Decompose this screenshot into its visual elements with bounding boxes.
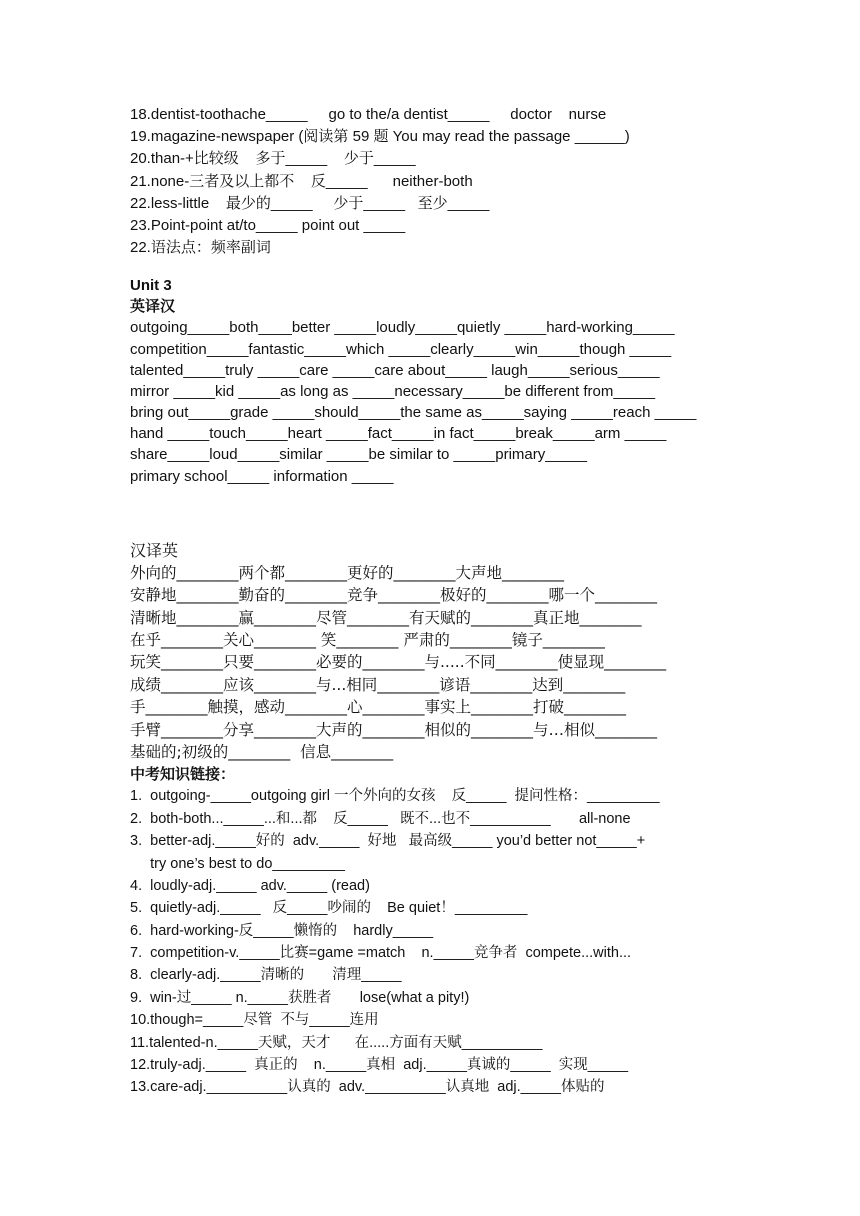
vocab-line: 玩笑________只要________必要的________与.....不同________使显现________ xyxy=(130,653,667,672)
list-item: 6. hard-working-反_____懒惰的 hardly_____ xyxy=(130,922,434,939)
list-item: 10.though=_____尽管 不与_____连用 xyxy=(130,1012,379,1029)
vocab-line: 基础的;初级的________ 信息________ xyxy=(130,742,394,761)
vocab-line: bring out_____grade _____should_____the same as_____saying _____reach _____ xyxy=(130,404,697,422)
list-item: 8. clearly-adj._____清晰的 清理_____ xyxy=(130,967,402,984)
section-heading-cn-en: 汉译英 xyxy=(130,540,179,560)
vocab-line: 安静地________勤奋的________竞争________极好的________哪一个________ xyxy=(130,586,658,605)
list-item: 1. outgoing-_____outgoing girl 一个外向的女孩 反_____ 提问性格：_________ xyxy=(130,788,660,805)
worksheet-page xyxy=(130,104,750,1099)
list-item: 11.talented-n._____天赋，天才 在.....方面有天赋__________ xyxy=(130,1034,543,1051)
vocab-line: outgoing_____both____better _____loudly_____quietly _____hard-working_____ xyxy=(130,319,675,337)
vocab-line: competition_____fantastic_____which _____clearly_____win_____though _____ xyxy=(130,340,672,358)
section-heading-links: 中考知识链接： xyxy=(130,765,236,784)
list-item: try one’s best to do_________ xyxy=(130,855,345,872)
list-item: 13.care-adj.__________认真的 adv.__________认真地 adj._____体贴的 xyxy=(130,1079,605,1096)
top-item-list xyxy=(130,104,750,259)
list-item: 4. loudly-adj._____ adv._____ (read) xyxy=(130,877,370,894)
list-item: 22.less-little 最少的_____ 少于_____ 至少_____ xyxy=(130,194,490,212)
list-item: 18.dentist-toothache_____ go to the/a dentist_____ doctor nurse xyxy=(130,106,607,123)
vocab-line: talented_____truly _____care _____care about_____ laugh_____serious_____ xyxy=(130,361,660,379)
list-item: 5. quietly-adj._____ 反_____吵闹的 Be quiet！_________ xyxy=(130,900,528,917)
list-item: 22.语法点：频率副词 xyxy=(130,239,271,257)
list-item: 2. both-both..._____...和...都 反_____ 既不...也不__________ all-none xyxy=(130,810,631,827)
list-item: 12.truly-adj._____ 真正的 n._____真相 adj._____真诚的_____ 实现_____ xyxy=(130,1057,629,1074)
list-item: 23.Point-point at/to_____ point out _____ xyxy=(130,216,406,234)
list-item: 9. win-过_____ n._____获胜者 lose(what a pity!) xyxy=(130,989,470,1006)
vocab-line: 在乎________关心________ 笑________ 严肃的________镜子________ xyxy=(130,630,605,649)
en-cn-vocab-list xyxy=(130,317,750,487)
spacer xyxy=(130,487,750,540)
vocab-line: hand _____touch_____heart _____fact_____in fact_____break_____arm _____ xyxy=(130,425,667,443)
vocab-line: primary school_____ information _____ xyxy=(130,467,394,485)
vocab-line: 外向的________两个都________更好的________大声地________ xyxy=(130,563,565,582)
list-item: 20.than-+比较级 多于_____ 少于_____ xyxy=(130,150,416,168)
list-item: 7. competition-v._____比赛=game =match n._____竞争者 compete...with... xyxy=(130,945,632,962)
vocab-line: mirror _____kid _____as long as _____necessary_____be different from_____ xyxy=(130,382,656,400)
spacer xyxy=(130,259,750,275)
list-item: 3. better-adj._____好的 adv._____ 好地 最高级_____ you’d better not_____+ xyxy=(130,833,646,850)
vocab-line: share_____loud_____similar _____be similar to _____primary_____ xyxy=(130,446,587,464)
list-item: 21.none-三者及以上都不 反_____ neither-both xyxy=(130,172,473,190)
section-heading-en-cn: 英译汉 xyxy=(130,297,176,316)
vocab-line: 成绩________应该________与...相同________谚语________达到________ xyxy=(130,675,626,694)
vocab-line: 手臂________分享________大声的________相似的________与…相似________ xyxy=(130,720,658,739)
vocab-line: 手________触摸，感动________心________事实上________打破________ xyxy=(130,698,627,717)
knowledge-link-list xyxy=(130,785,750,1098)
list-item: 19.magazine-newspaper (阅读第 59 题 You may read the passage ______) xyxy=(130,128,630,146)
vocab-line: 清晰地________赢________尽管________有天赋的________真正地________ xyxy=(130,608,642,627)
unit-title: Unit 3 xyxy=(130,277,172,295)
cn-en-vocab-list xyxy=(130,562,750,764)
